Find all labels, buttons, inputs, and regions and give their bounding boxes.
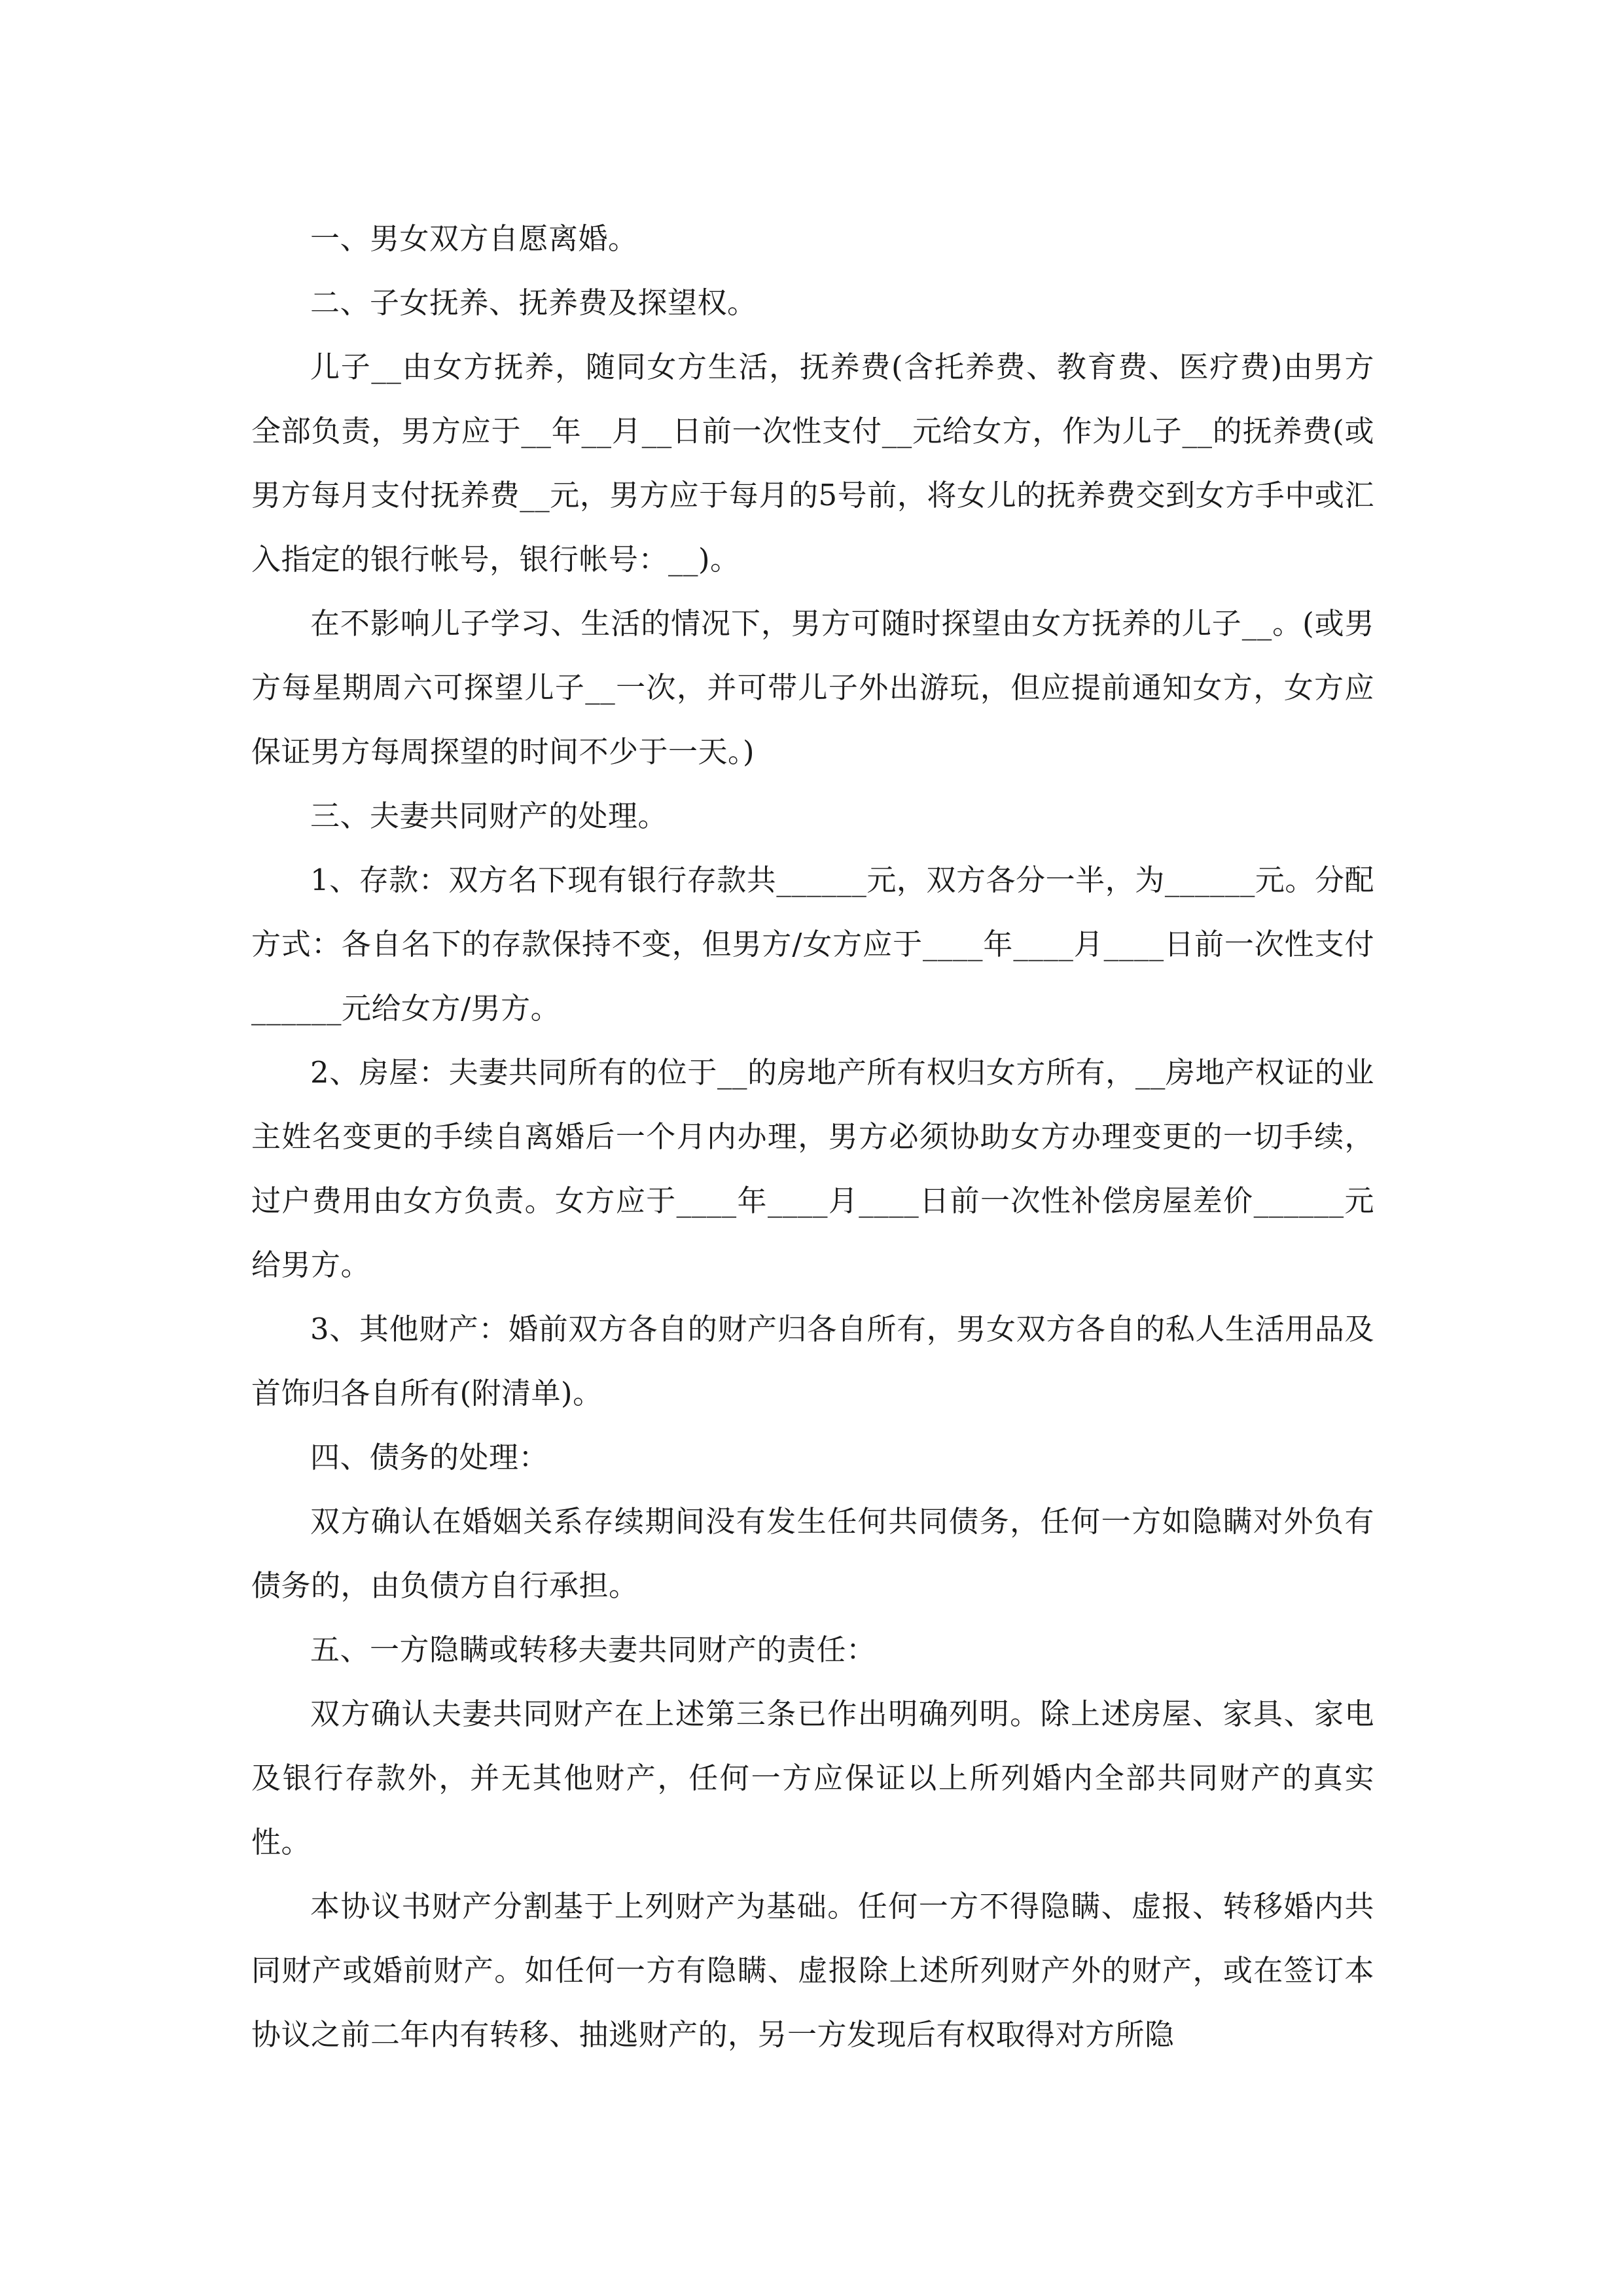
paragraph: 儿子__由女方抚养，随同女方生活，抚养费(含托养费、教育费、医疗费)由男方全部负责，男方应于__年__月__日前一次性支付__元给女方，作为儿子__的抚养费(或男方每月支付抚养费__元，男方应于每月的5号前，将女儿的抚养费交到女方手中或汇入指定的银行帐号，银行帐号：__)。	[251, 350, 1374, 577]
paragraph: 四、债务的处理：	[310, 1440, 549, 1475]
paragraph: 1、存款：双方名下现有银行存款共______元，双方各分一半，为______元。分配方式：各自名下的存款保持不变，但男方/女方应于____年____月____日前一次性支付______元给女方/男方。	[251, 863, 1374, 1026]
paragraph: 双方确认在婚姻关系存续期间没有发生任何共同债务，任何一方如隐瞒对外负有债务的，由负债方自行承担。	[251, 1504, 1374, 1603]
paragraph: 双方确认夫妻共同财产在上述第三条已作出明确列明。除上述房屋、家具、家电及银行存款外，并无其他财产，任何一方应保证以上所列婚内全部共同财产的真实性。	[251, 1696, 1374, 1859]
paragraph: 五、一方隐瞒或转移夫妻共同财产的责任：	[310, 1632, 876, 1667]
paragraph: 2、房屋：夫妻共同所有的位于__的房地产所有权归女方所有，__房地产权证的业主姓名变更的手续自离婚后一个月内办理，男方必须协助女方办理变更的一切手续，过户费用由女方负责。女方应于____年____月____日前一次性补偿房屋差价______元给男方。	[251, 1055, 1374, 1282]
paragraph: 三、夫妻共同财产的处理。	[310, 798, 668, 833]
paragraph: 本协议书财产分割基于上列财产为基础。任何一方不得隐瞒、虚报、转移婚内共同财产或婚前财产。如任何一方有隐瞒、虚报除上述所列财产外的财产，或在签订本协议之前二年内有转移、抽逃财产的，另一方发现后有权取得对方所隐	[251, 1889, 1374, 2052]
paragraph: 3、其他财产：婚前双方各自的财产归各自所有，男女双方各自的私人生活用品及首饰归各自所有(附清单)。	[251, 1312, 1374, 1410]
document-body	[251, 207, 1374, 2067]
paragraph: 在不影响儿子学习、生活的情况下，男方可随时探望由女方抚养的儿子__。(或男方每星期周六可探望儿子__一次，并可带儿子外出游玩，但应提前通知女方，女方应保证男方每周探望的时间不少于一天。)	[251, 606, 1374, 769]
paragraph: 二、子女抚养、抚养费及探望权。	[310, 285, 757, 320]
paragraph: 一、男女双方自愿离婚。	[310, 221, 638, 256]
